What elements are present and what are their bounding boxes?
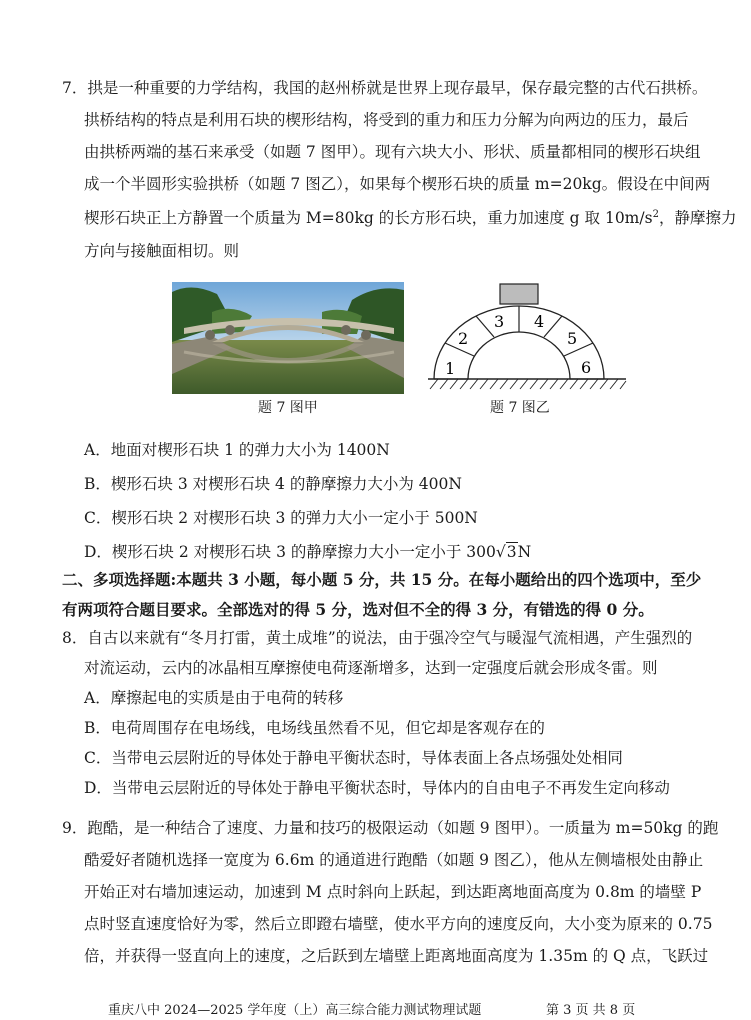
q7-option-d-unit: N <box>517 543 532 561</box>
q7-line-4: 成一个半圆形实验拱桥（如题 7 图乙），如果每个楔形石块的质量 m=20kg。假设在中间两 <box>84 175 711 193</box>
q9-line-5: 倍，并获得一竖直向上的速度，之后跃到左墙壁上距离地面高度为 1.35m 的 Q 点，飞跃过 <box>84 947 709 965</box>
block-label-1: 1 <box>445 359 456 378</box>
q7-option-d <box>84 542 531 562</box>
q7-line-5 <box>84 208 736 228</box>
block-label-6: 6 <box>581 358 592 377</box>
q9-line-4: 点时竖直速度恰好为零，然后立即蹬右墙壁，使水平方向的速度反向，大小变为原来的 0.75 <box>84 915 713 933</box>
arch-diagram <box>428 282 628 394</box>
rectangular-stone <box>500 284 538 304</box>
block-label-3: 3 <box>494 312 505 331</box>
section2-line-2: 有两项符合题目要求。全部选对的得 5 分，选对但不全的得 3 分，有错选的得 0 分。 <box>62 600 654 619</box>
block-label-4: 4 <box>534 312 545 331</box>
q9-line-2: 酷爱好者随机选择一宽度为 6.6m 的通道进行跑酷（如题 9 图乙），他从左侧墙根处由静止 <box>84 851 704 869</box>
q7-line-5-sup: 2 <box>652 208 659 220</box>
q7-line-3: 由拱桥两端的基石来承受（如题 7 图甲）。现有六块大小、形状、质量都相同的楔形石块组 <box>84 143 701 161</box>
fig-a-caption: 题 7 图甲 <box>258 400 318 416</box>
q7-line-5-tail: ，静摩擦力 <box>658 209 737 227</box>
section2-line-1: 二、多项选择题:本题共 3 小题，每小题 5 分，共 15 分。在每小题给出的四个选项中，至少 <box>62 570 702 589</box>
block-label-5: 5 <box>567 329 578 348</box>
sqrt-symbol: √ <box>495 543 506 561</box>
q9-line-1: 9．跑酷，是一种结合了速度、力量和技巧的极限运动（如题 9 图甲）。一质量为 m=50kg 的跑 <box>62 819 719 837</box>
q7-option-b: B．楔形石块 3 对楔形石块 4 的静摩擦力大小为 400N <box>84 475 462 493</box>
q7-line-6: 方向与接触面相切。则 <box>84 242 240 260</box>
q7-line-2: 拱桥结构的特点是利用石块的楔形结构，将受到的重力和压力分解为向两边的压力，最后 <box>84 111 689 129</box>
q7-option-c: C．楔形石块 2 对楔形石块 3 的弹力大小一定小于 500N <box>84 509 478 527</box>
zhaozhou-bridge-photo <box>172 282 404 394</box>
q7-option-d-text: D．楔形石块 2 对楔形石块 3 的静摩擦力大小一定小于 300 <box>84 543 496 561</box>
sqrt-radicand: 3 <box>506 543 517 561</box>
footer-page-number: 第 3 页 共 8 页 <box>546 1003 636 1018</box>
q8-option-d: D．当带电云层附近的导体处于静电平衡状态时，导体内的自由电子不再发生定向移动 <box>84 779 670 797</box>
q7-option-a: A．地面对楔形石块 1 的弹力大小为 1400N <box>84 441 390 459</box>
q8-line-2: 对流运动，云内的冰晶相互摩擦使电荷逐渐增多，达到一定强度后就会形成冬雷。则 <box>84 659 658 677</box>
q8-option-a: A．摩擦起电的实质是由于电荷的转移 <box>84 689 344 707</box>
q7-line-1: 7．拱是一种重要的力学结构，我国的赵州桥就是世界上现存最早，保存最完整的古代石拱桥。 <box>62 79 708 97</box>
ground-hatching <box>430 379 626 389</box>
block-label-2: 2 <box>458 329 469 348</box>
q8-option-c: C．当带电云层附近的导体处于静电平衡状态时，导体表面上各点场强处处相同 <box>84 749 623 767</box>
q8-line-1: 8．自古以来就有“冬月打雷，黄土成堆”的说法，由于强冷空气与暖湿气流相遇，产生强烈的 <box>62 629 693 647</box>
q9-line-3: 开始正对右墙加速运动，加速到 M 点时斜向上跃起，到达距离地面高度为 0.8m 的墙壁 P <box>84 883 702 901</box>
fig-b-caption: 题 7 图乙 <box>490 400 550 416</box>
q7-line-5-text: 楔形石块正上方静置一个质量为 M=80kg 的长方形石块，重力加速度 g 取 10m/s <box>84 209 653 227</box>
q8-option-b: B．电荷周围存在电场线，电场线虽然看不见，但它却是客观存在的 <box>84 719 545 737</box>
footer-exam-title: 重庆八中 2024—2025 学年度（上）高三综合能力测试物理试题 <box>108 1003 482 1018</box>
